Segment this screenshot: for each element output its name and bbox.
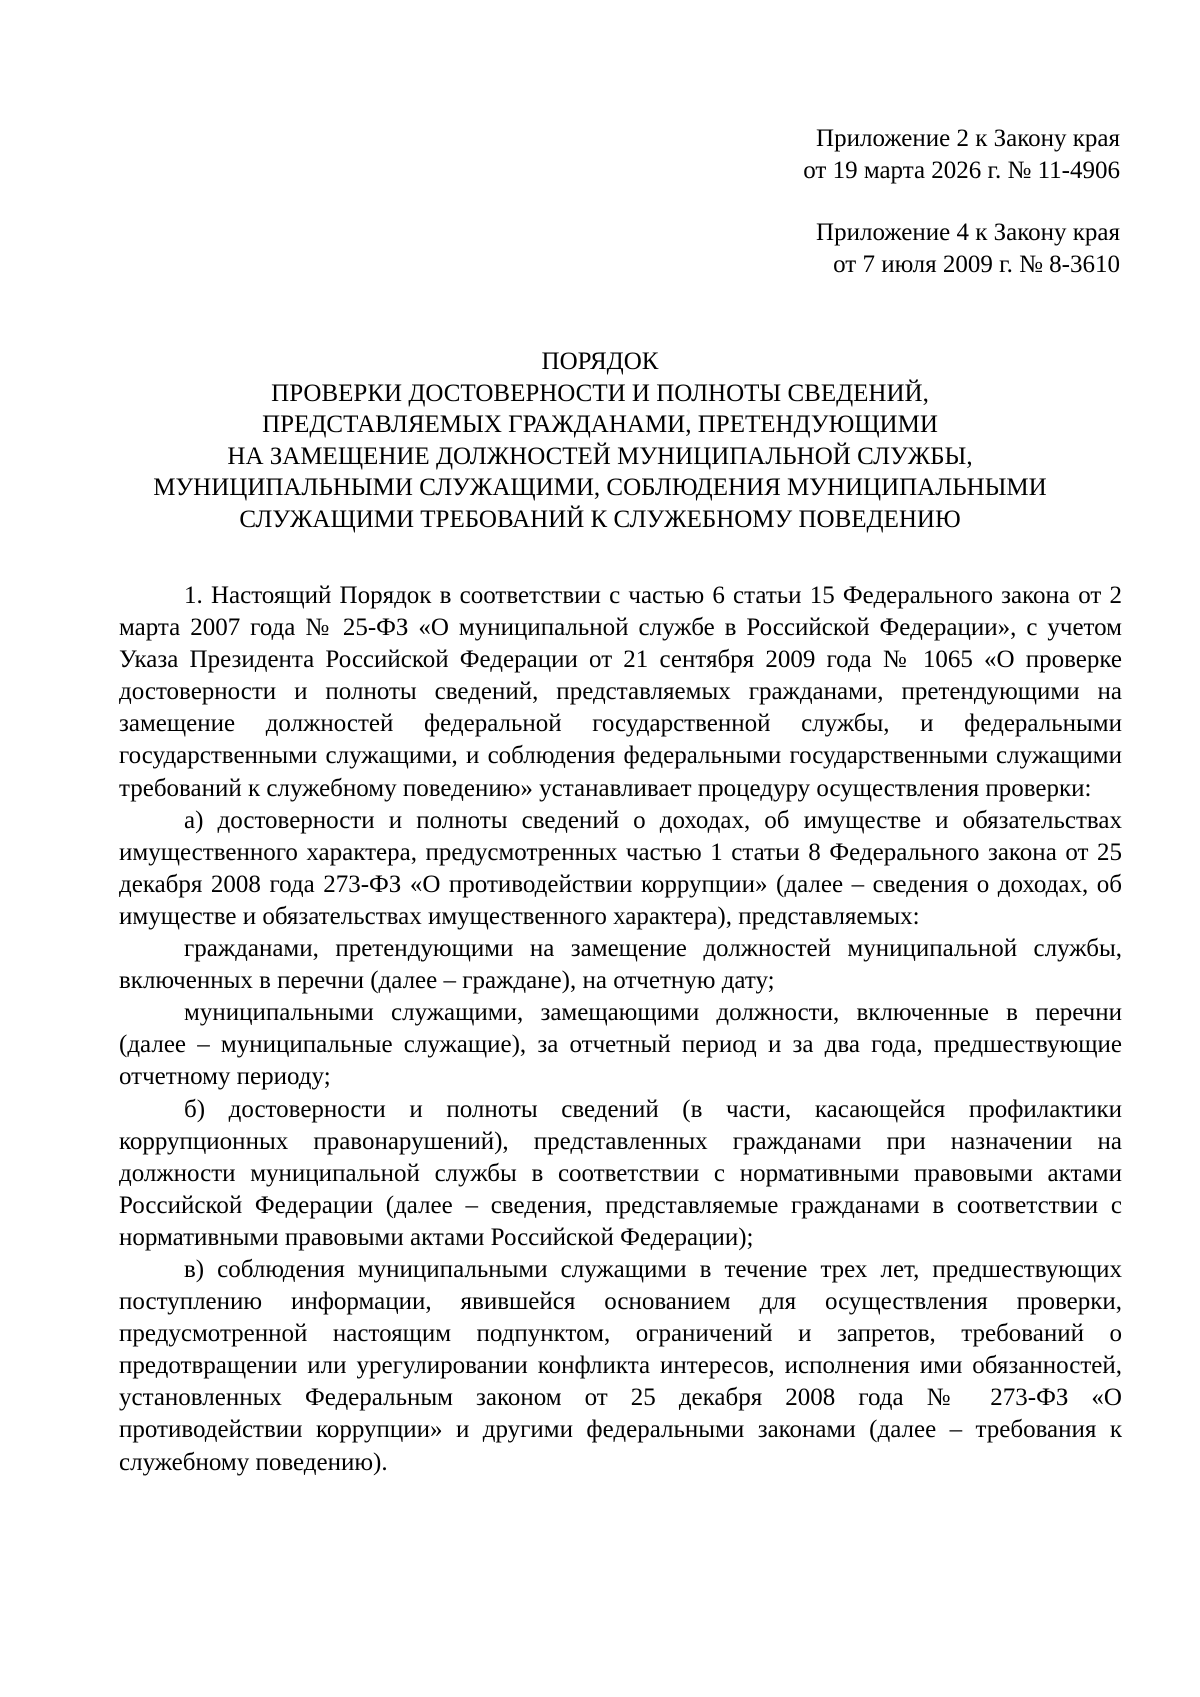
appendix-current-line-2: от 19 марта 2026 г. № 11-4906 [803,157,1120,184]
title-line: ПРОВЕРКИ ДОСТОВЕРНОСТИ И ПОЛНОТЫ СВЕДЕНИЙ, [271,379,929,407]
appendix-current-reference [803,123,1120,187]
appendix-original-line-2: от 7 июля 2009 г. № 8-3610 [833,251,1120,278]
title-line: СЛУЖАЩИМИ ТРЕБОВАНИЙ К СЛУЖЕБНОМУ ПОВЕДЕНИЮ [239,505,961,533]
title-line: ПРЕДСТАВЛЯЕМЫХ ГРАЖДАНАМИ, ПРЕТЕНДУЮЩИМИ [262,411,938,438]
appendix-original-reference [816,217,1120,281]
title-line: МУНИЦИПАЛЬНЫМИ СЛУЖАЩИМИ, СОБЛЮДЕНИЯ МУНИЦИПАЛЬНЫМИ [153,474,1047,501]
document-title [80,346,1120,535]
paragraph-1v: в) соблюдения муниципальными служащими в течение трех лет, предшествующих поступлению информации, явившейся основанием для осуществления проверки, предусмотренной настоящим подпунктом, ограничений и запретов, требований о предотвращении или урегулировании конфликта интересов, исполнения ими обязанностей, установленных Федеральным законом от 25 декабря 2008 года № 273-ФЗ «О противодействии коррупции» и другими федеральными законами (далее – требования к служебному поведению). [119,1255,1122,1476]
appendix-original-line-1: Приложение 4 к Закону края [816,219,1120,246]
paragraph-1b: б) достоверности и полноты сведений (в части, касающейся профилактики коррупционных правонарушений), представленных гражданами при назначении на должности муниципальной службы в соответствии с нормативными правовыми актами Российской Федерации (далее – сведения, представляемые гражданами в соответствии с нормативными правовыми актами Российской Федерации); [119,1095,1122,1251]
document-body [119,580,1122,1479]
paragraph-1a-citizens: гражданами, претендующими на замещение должностей муниципальной службы, включенных в перечни (далее – граждане), на отчетную дату; [119,935,1122,995]
title-line: ПОРЯДОК [541,348,659,375]
paragraph-1a-employees: муниципальными служащими, замещающими должности, включенные в перечни (далее – муниципальные служащие), за отчетный период и за два года, предшествующие отчетному периоду; [119,999,1122,1091]
appendix-current-line-1: Приложение 2 к Закону края [816,125,1120,152]
paragraph-1a: а) достоверности и полноты сведений о доходах, об имуществе и обязательствах имущественного характера, предусмотренных частью 1 статьи 8 Федерального закона от 25 декабря 2008 года 273-ФЗ «О противодействии коррупции» (далее – сведения о доходах, об имуществе и обязательствах имущественного характера), представляемых: [119,806,1122,930]
paragraph-1: 1. Настоящий Порядок в соответствии с частью 6 статьи 15 Федерального закона от 2 марта 2007 года № 25-ФЗ «О муниципальной службе в Российской Федерации», с учетом Указа Президента Российской Федерации от 21 сентября 2009 года № 1065 «О проверке достоверности и полноты сведений, представляемых гражданами, претендующими на замещение должностей федеральной государственной службы, и федеральными государственными служащими, и соблюдения федеральными государственными служащими требований к служебному поведению» устанавливает процедуру осуществления проверки: [119,582,1122,802]
title-line: НА ЗАМЕЩЕНИЕ ДОЛЖНОСТЕЙ МУНИЦИПАЛЬНОЙ СЛУЖБЫ, [227,442,973,470]
